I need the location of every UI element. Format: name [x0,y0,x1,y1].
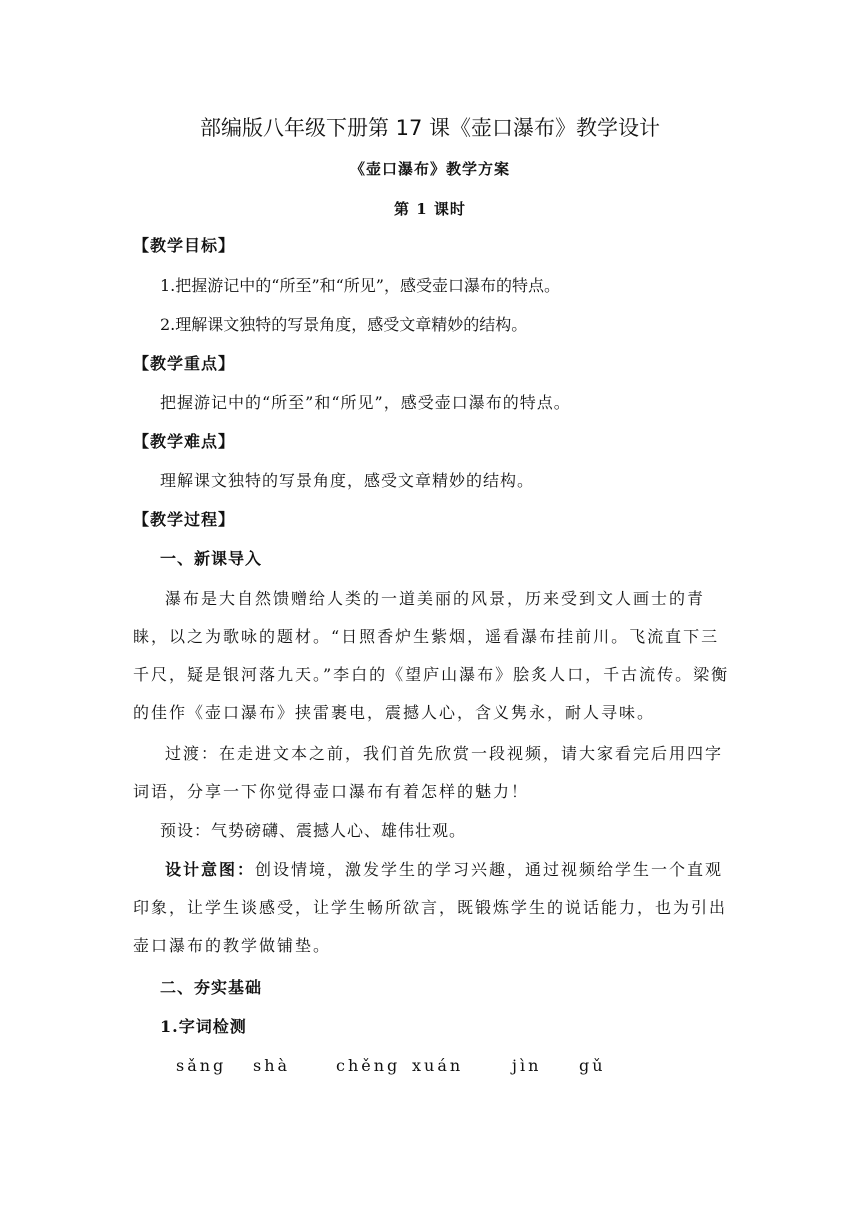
sub-heading-vocab-test: 1.字词检测 [160,1017,247,1036]
document-subtitle: 《壶口瀑布》教学方案 [349,160,510,178]
key-points-text: 把握游记中的“所至”和“所见”，感受壶口瀑布的特点。 [160,393,571,412]
part-1-heading: 一、新课导入 [160,549,263,568]
intro-paragraph: 瀑布是大自然馈赠给人类的一道美丽的风景，历来受到文人画士的青睐，以之为歌咏的题材。“日照香炉生紫烟，遥看瀑布挂前川。飞流直下三千尺，疑是银河落九天。”李白的《望庐山瀑布》脍炙人口，千古流传。梁衡的佳作《壶口瀑布》挟雷裹电，震撼人心，含义隽永，耐人寻味。 [133,589,730,722]
design-intent-text: 创设情境，激发学生的学习兴趣，通过视频给学生一个直观印象，让学生谈感受，让学生畅所欲言，既锻炼学生的说话能力，也为引出壶口瀑布的教学做铺垫。 [133,860,728,955]
pinyin-item: chěng [336,1056,401,1075]
preset-text: 预设：气势磅礴、震撼人心、雄伟壮观。 [160,821,467,840]
difficulty-heading: 【教学难点】 [133,432,236,451]
pinyin-item: shà [253,1056,291,1075]
design-intent-label: 设计意图： [165,860,256,879]
design-intent-paragraph [133,851,733,965]
document-title: 部编版八年级下册第 17 课《壶口瀑布》教学设计 [199,116,661,140]
difficulty-text: 理解课文独特的写景角度，感受文章精妙的结构。 [160,471,535,490]
pinyin-item: sǎng [176,1056,227,1075]
pinyin-item: gǔ [579,1056,606,1075]
process-heading: 【教学过程】 [133,510,236,529]
lesson-number: 第 1 课时 [394,200,466,218]
goal-item-1: 1.把握游记中的“所至”和“所见”，感受壶口瀑布的特点。 [160,276,560,295]
part-2-heading: 二、夯实基础 [160,978,263,997]
pinyin-item: xuán [412,1056,464,1075]
key-points-heading: 【教学重点】 [133,354,236,373]
pinyin-item: jìn [512,1056,542,1075]
goal-item-2: 2.理解课文独特的写景角度，感受文章精妙的结构。 [160,315,528,334]
transition-paragraph: 过渡：在走进文本之前，我们首先欣赏一段视频，请大家看完后用四字词语，分享一下你觉得壶口瀑布有着怎样的魅力！ [133,744,724,801]
goals-heading: 【教学目标】 [133,236,236,255]
